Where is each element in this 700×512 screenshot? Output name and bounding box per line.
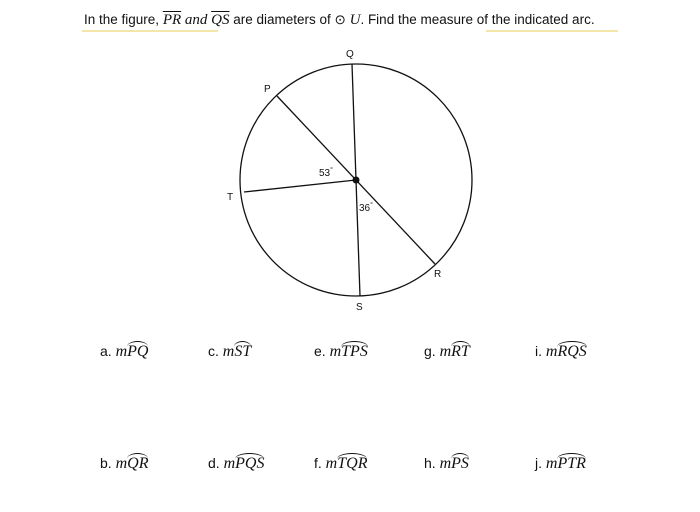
question-f: f. mTQR [314, 452, 367, 474]
question-j: j. mPTR [535, 452, 586, 474]
question-b: b. mQR [100, 452, 148, 474]
arc-tqr: TQR [337, 453, 367, 475]
question-g: g. mRT [424, 340, 470, 362]
radius-ut [244, 180, 356, 192]
question-c: c. mST [208, 340, 251, 362]
question-i: i. mRQS [535, 340, 587, 362]
segment-pr: $\overline{PR}$ [162, 12, 182, 28]
segment-qs: $\overline{QS}$ [211, 12, 230, 28]
statement-prefix: In the figure, [84, 12, 163, 27]
question-e: e. mTPS [314, 340, 368, 362]
arc-pq: PQ [127, 341, 148, 363]
arc-tps: TPS [341, 341, 368, 363]
arc-st: ST [234, 341, 251, 363]
label-p: P [264, 84, 271, 95]
statement-suffix: . Find the measure of the indicated arc. [360, 12, 595, 27]
arc-rqs: RQS [557, 341, 586, 363]
statement-and: and [181, 12, 212, 28]
question-h: h. mPS [424, 452, 469, 474]
label-t: T [227, 192, 234, 203]
circle-center: U [345, 12, 361, 28]
arc-pqs: PQS [235, 453, 264, 475]
label-r: R [434, 269, 442, 280]
question-d: d. mPQS [208, 452, 264, 474]
angle-label-53: 53° [319, 167, 333, 179]
statement-mid: are diameters of [229, 12, 335, 27]
label-s: S [356, 302, 363, 313]
arc-ps: PS [451, 453, 469, 475]
circle-symbol: ⊙ [334, 12, 346, 27]
arc-qr: QR [127, 453, 148, 475]
arc-rt: RT [451, 341, 470, 363]
arc-ptr: PTR [557, 453, 585, 475]
question-a: a. mPQ [100, 340, 148, 362]
center-point-u [353, 177, 360, 184]
angle-label-36: 36° [359, 202, 373, 214]
label-q: Q [346, 49, 354, 60]
